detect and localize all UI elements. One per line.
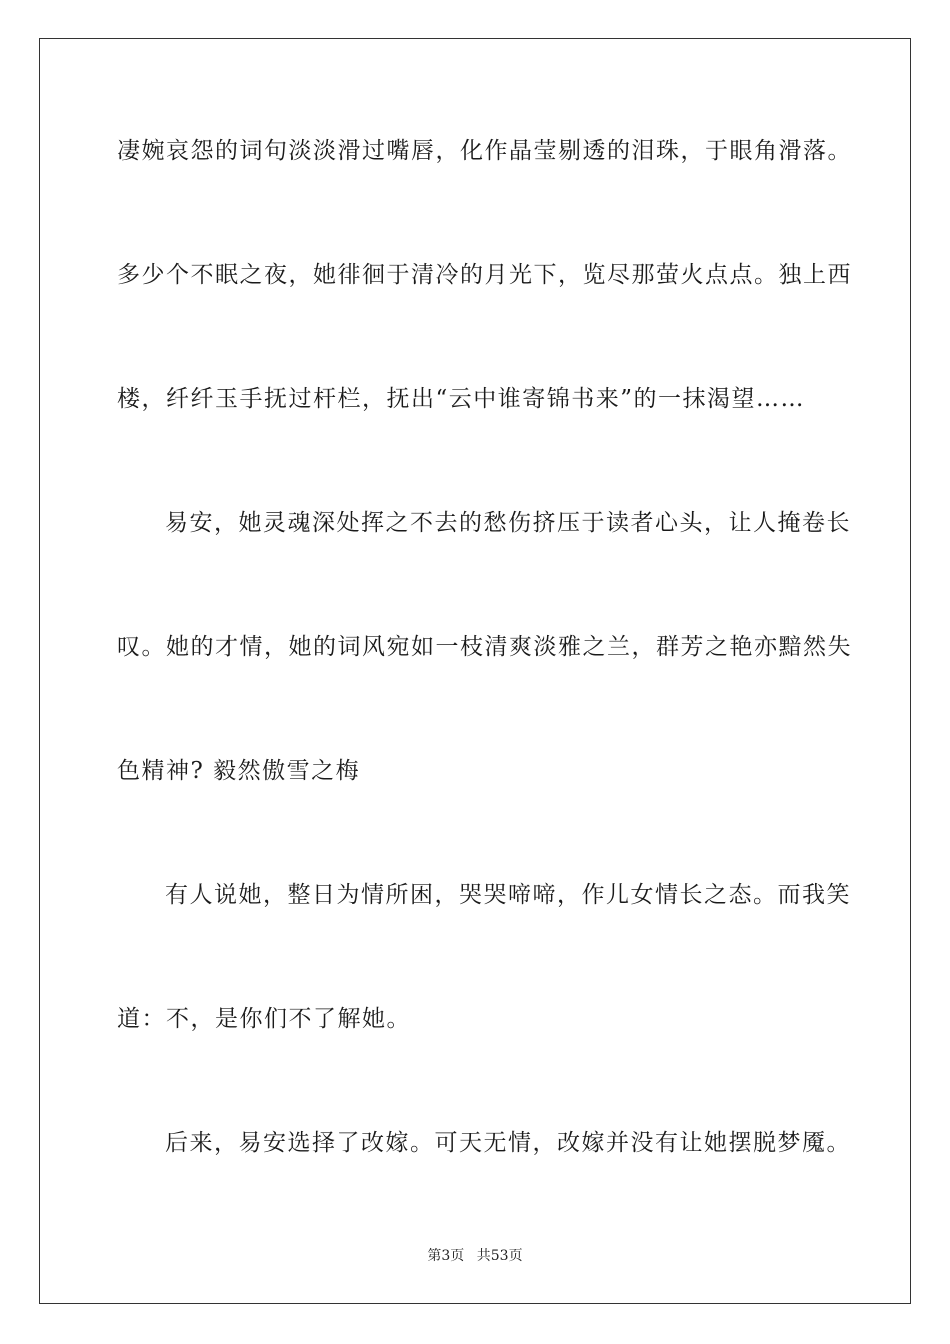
text-line-6: 色精神? 毅然傲雪之梅 — [117, 758, 361, 784]
text-line-5: 叹。她的才情，她的词风宛如一枝清爽淡雅之兰，群芳之艳亦黯然失 — [117, 634, 852, 660]
text-line-9: 后来，易安选择了改嫁。可天无情，改嫁并没有让她摆脱梦魇。 — [165, 1130, 851, 1156]
text-line-8: 道：不，是你们不了解她。 — [117, 1006, 411, 1032]
text-line-1: 凄婉哀怨的词句淡淡滑过嘴唇，化作晶莹剔透的泪珠，于眼角滑落。 — [117, 138, 852, 164]
text-line-4: 易安，她灵魂深处挥之不去的愁伤挤压于读者心头，让人掩卷长 — [165, 510, 851, 536]
text-line-2: 多少个不眠之夜，她徘徊于清冷的月光下，览尽那萤火点点。独上西 — [117, 262, 852, 288]
page-footer — [0, 1247, 950, 1265]
text-line-7: 有人说她，整日为情所困，哭哭啼啼，作儿女情长之态。而我笑 — [165, 882, 851, 908]
text-line-3: 楼，纤纤玉手抚过杆栏，抚出“云中谁寄锦书来”的一抹渴望…… — [117, 386, 806, 412]
page-border — [39, 38, 911, 1304]
page-number: 第3页 — [427, 1248, 465, 1264]
total-pages: 共53页 — [476, 1248, 523, 1264]
